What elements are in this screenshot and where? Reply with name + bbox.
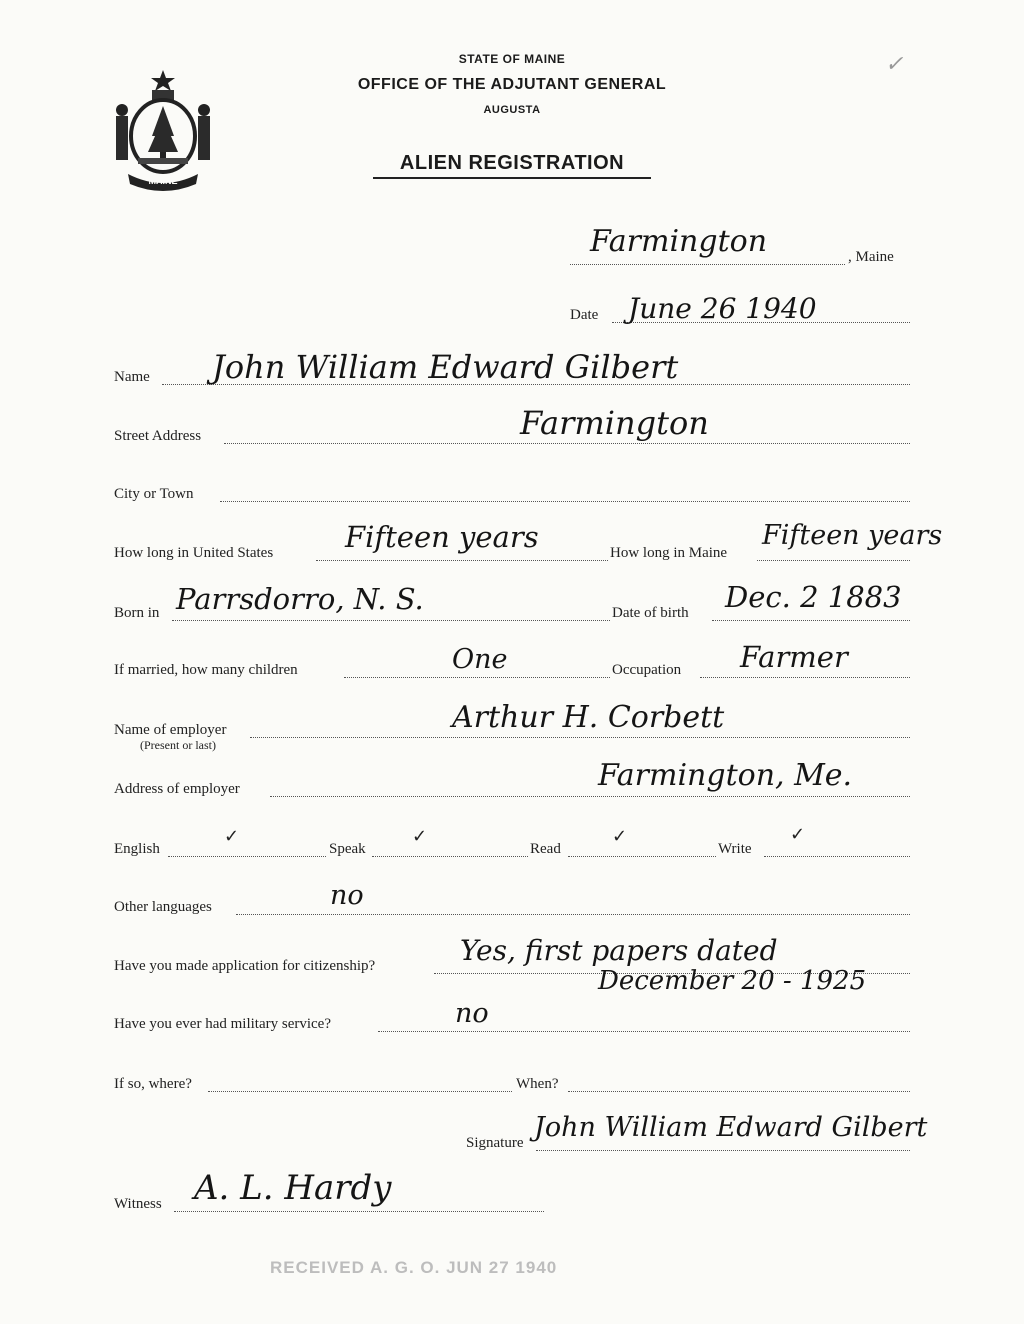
dob-line	[712, 620, 910, 621]
speak-label: Speak	[329, 841, 366, 857]
how-long-maine-label: How long in Maine	[610, 545, 728, 561]
title-underline	[373, 177, 651, 179]
name-value: John William Edward Gilbert	[212, 348, 679, 386]
how-long-us-label: How long in United States	[114, 545, 274, 561]
born-in-value: Parrsdorro, N. S.	[176, 582, 424, 616]
citizenship-value-line2: December 20 - 1925	[598, 966, 867, 996]
children-label: If married, how many children	[114, 662, 298, 678]
speak-line	[372, 856, 528, 857]
english-line	[168, 856, 326, 857]
military-label: Have you ever had military service?	[114, 1016, 331, 1032]
read-label: Read	[530, 841, 561, 857]
write-check-icon: ✓	[790, 824, 806, 845]
children-line	[344, 677, 610, 678]
speak-check-icon: ✓	[412, 826, 428, 847]
military-value: no	[455, 998, 489, 1029]
english-label: English	[114, 841, 160, 857]
name-label: Name	[114, 369, 150, 385]
maine-label: , Maine	[848, 249, 894, 265]
dob-label: Date of birth	[612, 605, 689, 621]
write-line	[764, 856, 910, 857]
date-label: Date	[570, 307, 599, 323]
witness-value: A. L. Hardy	[194, 1168, 392, 1208]
occupation-line	[700, 677, 910, 678]
city-label: City or Town	[114, 486, 194, 502]
write-label: Write	[718, 841, 752, 857]
seal-text: MAINE	[148, 176, 178, 186]
other-languages-line	[236, 914, 910, 915]
born-in-line	[172, 620, 610, 621]
corner-check-icon: ✓	[885, 52, 904, 77]
other-languages-label: Other languages	[114, 899, 212, 915]
city-line	[220, 501, 910, 502]
state-heading: STATE OF MAINE	[458, 52, 566, 66]
received-stamp: RECEIVED A. G. O. JUN 27 1940	[270, 1258, 558, 1277]
signature-label: Signature	[466, 1135, 524, 1151]
how-long-maine-line	[757, 560, 910, 561]
where-label: If so, where?	[114, 1076, 192, 1092]
employer-value: Arthur H. Corbett	[452, 700, 725, 735]
employer-label: Name of employer	[114, 722, 227, 738]
citizenship-value-line1: Yes, first papers dated	[460, 934, 778, 967]
dob-value: Dec. 2 1883	[725, 580, 902, 614]
how-long-maine-value: Fifteen years	[762, 520, 943, 551]
citizenship-label: Have you made application for citizenship?	[114, 958, 376, 974]
signature-line	[536, 1150, 910, 1151]
english-check-icon: ✓	[224, 826, 240, 847]
employer-note: (Present or last)	[140, 738, 216, 752]
how-long-us-line	[316, 560, 608, 561]
employer-address-line	[270, 796, 910, 797]
children-value: One	[452, 644, 508, 675]
military-line	[378, 1031, 910, 1032]
how-long-us-value: Fifteen years	[345, 520, 539, 554]
employer-address-label: Address of employer	[114, 781, 240, 797]
read-check-icon: ✓	[612, 826, 628, 847]
employer-line	[250, 737, 910, 738]
street-value: Farmington	[520, 404, 709, 442]
where-line	[208, 1091, 512, 1092]
signature-value: John William Edward Gilbert	[534, 1112, 928, 1143]
occupation-label: Occupation	[612, 662, 682, 678]
other-languages-value: no	[330, 880, 364, 911]
town-line	[570, 264, 845, 265]
read-line	[568, 856, 716, 857]
employer-address-value: Farmington, Me.	[598, 758, 853, 793]
street-label: Street Address	[114, 428, 202, 444]
town-value: Farmington	[590, 224, 768, 259]
when-label: When?	[516, 1076, 559, 1092]
form-title: ALIEN REGISTRATION	[399, 152, 625, 174]
born-in-label: Born in	[114, 605, 160, 621]
street-line	[224, 443, 910, 444]
witness-line	[174, 1211, 544, 1212]
date-value: June 26 1940	[628, 292, 817, 325]
when-line	[568, 1091, 910, 1092]
city-heading: AUGUSTA	[483, 104, 541, 116]
office-heading: OFFICE OF THE ADJUTANT GENERAL	[357, 76, 667, 93]
occupation-value: Farmer	[740, 640, 848, 674]
state-seal-icon	[108, 66, 218, 192]
witness-label: Witness	[114, 1196, 162, 1212]
